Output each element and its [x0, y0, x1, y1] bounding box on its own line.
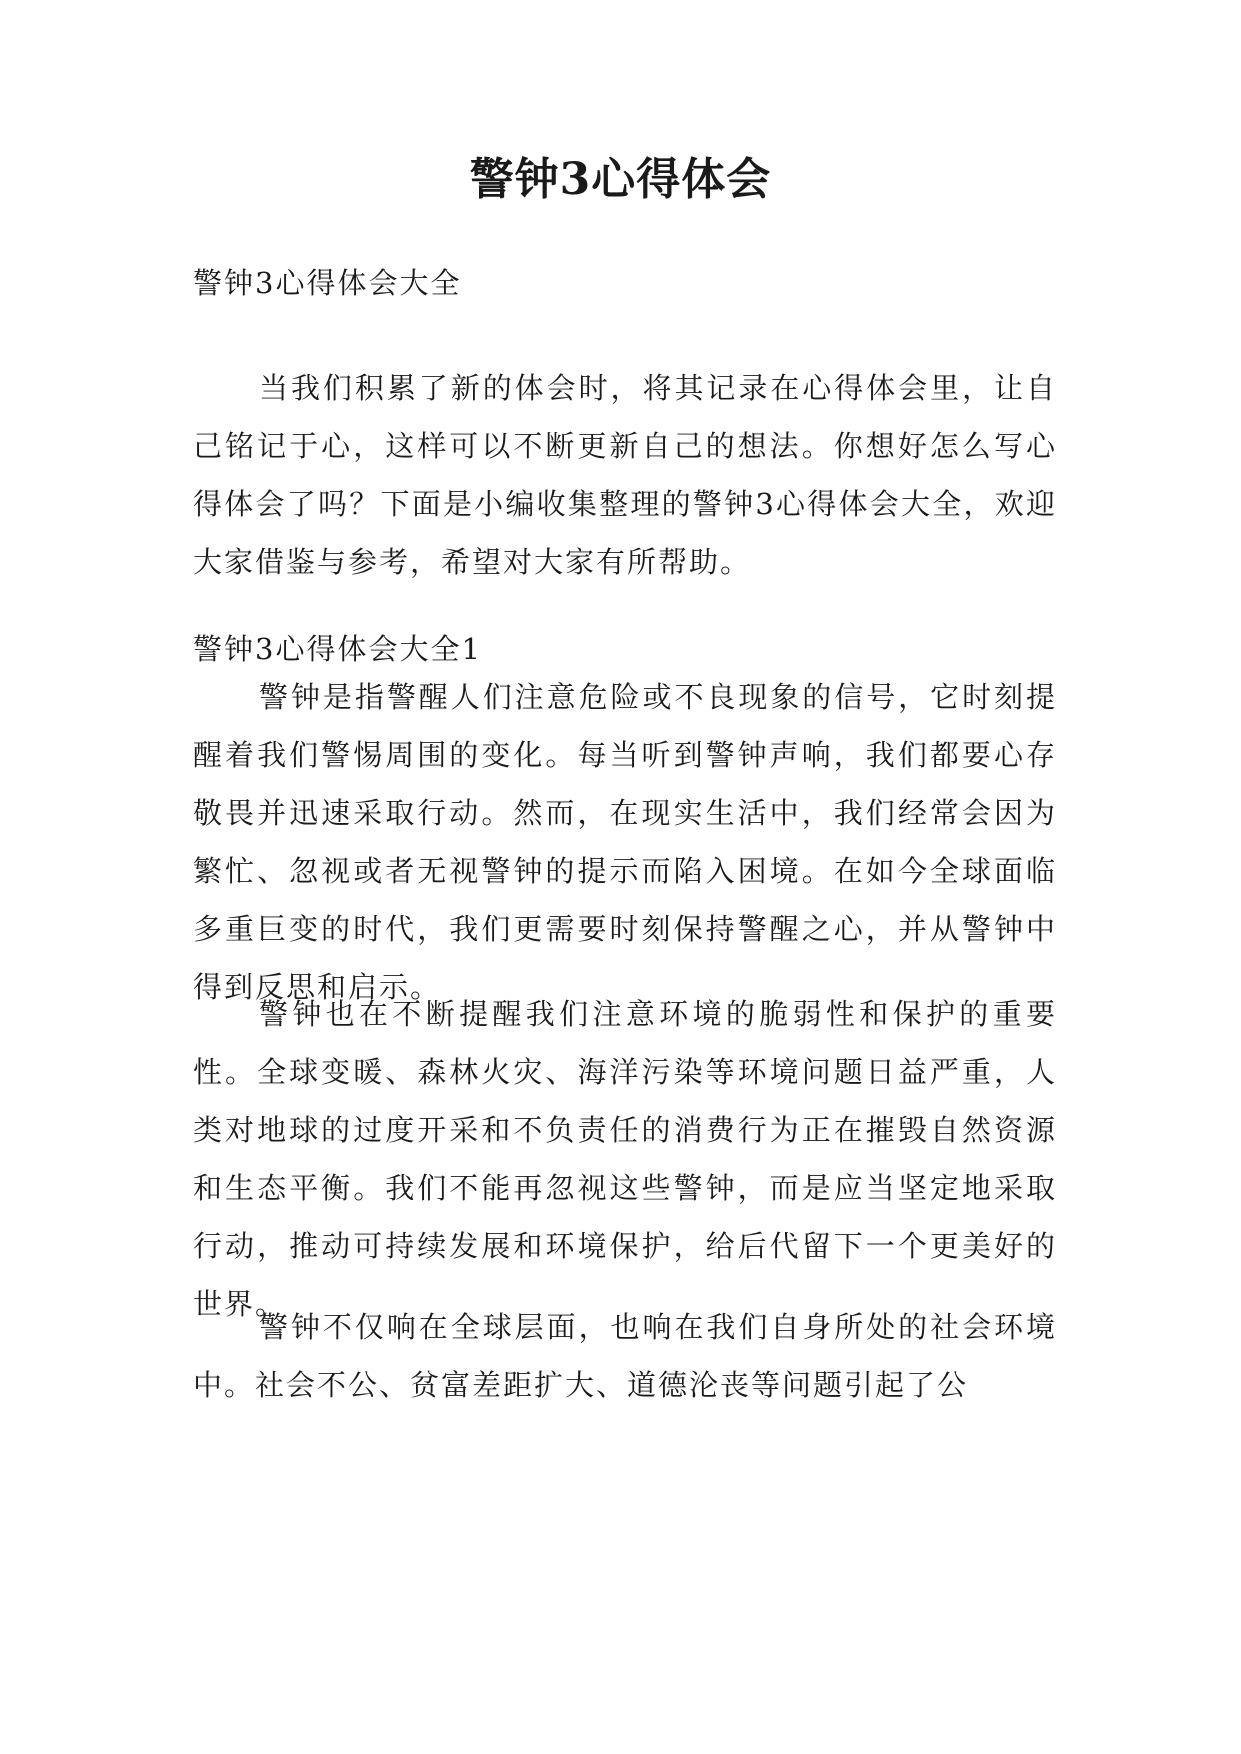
document-subtitle: 警钟3心得体会大全 [193, 266, 462, 300]
body-paragraph-3: 警钟不仅响在全球层面，也响在我们自身所处的社会环境中。社会不公、贫富差距扩大、道德沦丧等问题引起了公 [193, 1310, 1057, 1402]
document-title: 警钟3心得体会 [469, 154, 772, 205]
body-paragraph-1: 警钟是指警醒人们注意危险或不良现象的信号，它时刻提醒着我们警惕周围的变化。每当听到警钟声响，我们都要心存敬畏并迅速采取行动。然而，在现实生活中，我们经常会因为繁忙、忽视或者无视警钟的提示而陷入困境。在如今全球面临多重巨变的时代，我们更需要时刻保持警醒之心，并从警钟中得到反思和启示。 [193, 680, 1057, 1004]
intro-paragraph: 当我们积累了新的体会时，将其记录在心得体会里，让自己铭记于心，这样可以不断更新自己的想法。你想好怎么写心得体会了吗？下面是小编收集整理的警钟3心得体会大全，欢迎大家借鉴与参考，希望对大家有所帮助。 [193, 371, 1057, 579]
body-paragraph-2: 警钟也在不断提醒我们注意环境的脆弱性和保护的重要性。全球变暖、森林火灾、海洋污染等环境问题日益严重，人类对地球的过度开采和不负责任的消费行为正在摧毁自然资源和生态平衡。我们不能再忽视这些警钟，而是应当坚定地采取行动，推动可持续发展和环境保护，给后代留下一个更美好的世界。 [193, 997, 1057, 1321]
section-heading: 警钟3心得体会大全1 [193, 632, 482, 666]
